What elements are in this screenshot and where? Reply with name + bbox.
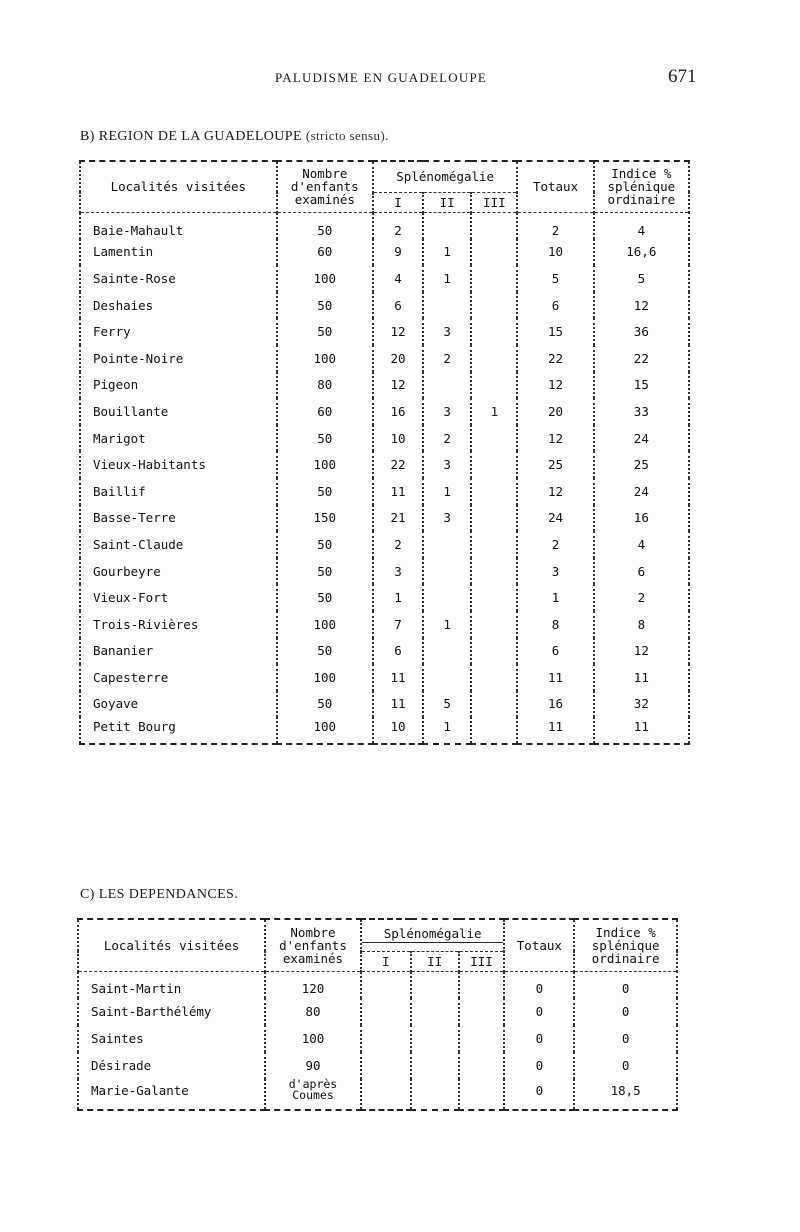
table-row: Pigeon 80 12 12 15	[80, 372, 689, 399]
table-row: Saint-Martin 120 0 0	[78, 971, 677, 998]
table-row: Saintes 100 0 0	[78, 1025, 677, 1052]
col-totaux: Totaux	[517, 161, 593, 212]
col-grade-ii: II	[423, 192, 471, 212]
col-indice: Indice % splénique ordinaire	[574, 919, 677, 971]
table-row: Vieux-Fort 50 1 1 2	[80, 584, 689, 611]
table-row: Basse-Terre 150 21 3 24 16	[80, 505, 689, 532]
table-row: Bouillante 60 16 3 1 20 33	[80, 398, 689, 425]
table-dependances	[77, 918, 678, 1111]
table-row: Saint-Claude 50 2 2 4	[80, 531, 689, 558]
col-grade-i: I	[361, 951, 411, 971]
table-row: Baie-Mahault 50 2 2 4	[80, 212, 689, 239]
arrow-line	[362, 942, 504, 943]
table-row: Goyave 50 11 5 16 32	[80, 691, 689, 718]
running-title: PALUDISME EN GUADELOUPE	[275, 70, 488, 85]
table-row: Trois-Rivières 100 7 1 8 8	[80, 611, 689, 638]
table-row: Saint-Barthélémy 80 0 0	[78, 998, 677, 1025]
col-localites: Localités visitées	[78, 919, 265, 971]
section-c-heading	[80, 887, 238, 903]
col-splenomegalie: Splénomégalie	[361, 919, 505, 951]
col-nombre: Nombre d'enfants examinés	[277, 161, 373, 212]
table-row: Désirade 90 0 0	[78, 1052, 677, 1079]
col-grade-iii: III	[471, 192, 517, 212]
table-row: Capesterre 100 11 11 11	[80, 664, 689, 691]
col-totaux: Totaux	[504, 919, 574, 971]
table-row: Gourbeyre 50 3 3 6	[80, 558, 689, 585]
col-grade-i: I	[373, 192, 423, 212]
section-b-subtitle: (stricto sensu).	[305, 128, 389, 143]
nombre-note: d'après Coumes	[265, 1079, 361, 1110]
table-row: Deshaies 50 6 6 12	[80, 292, 689, 319]
table-row: Sainte-Rose 100 4 1 5 5	[80, 265, 689, 292]
table-row: Pointe-Noire 100 20 2 22 22	[80, 345, 689, 372]
col-indice: Indice % splénique ordinaire	[594, 161, 689, 212]
section-b-title: B) REGION DE LA GUADELOUPE	[80, 129, 302, 144]
page-number: 671	[668, 66, 697, 87]
col-grade-iii: III	[459, 951, 505, 971]
table-row: Marigot 50 10 2 12 24	[80, 425, 689, 452]
table-guadeloupe	[79, 160, 690, 745]
table-row: Marie-Galante d'après Coumes 0 18,5	[78, 1079, 677, 1110]
table-row: Ferry 50 12 3 15 36	[80, 318, 689, 345]
table-row: Vieux-Habitants 100 22 3 25 25	[80, 451, 689, 478]
table-row: Lamentin 60 9 1 10 16,6	[80, 239, 689, 266]
col-localites: Localités visitées	[80, 161, 277, 212]
col-grade-ii: II	[411, 951, 459, 971]
section-c-title: C) LES DEPENDANCES.	[80, 887, 239, 902]
table-row: Bananier 50 6 6 12	[80, 638, 689, 665]
table-row: Baillif 50 11 1 12 24	[80, 478, 689, 505]
section-b-heading	[80, 128, 389, 145]
table-row: Petit Bourg 100 10 1 11 11	[80, 717, 689, 744]
col-nombre: Nombre d'enfants examinés	[265, 919, 361, 971]
col-splenomegalie: Splénomégalie	[373, 161, 517, 192]
running-head	[0, 66, 800, 90]
